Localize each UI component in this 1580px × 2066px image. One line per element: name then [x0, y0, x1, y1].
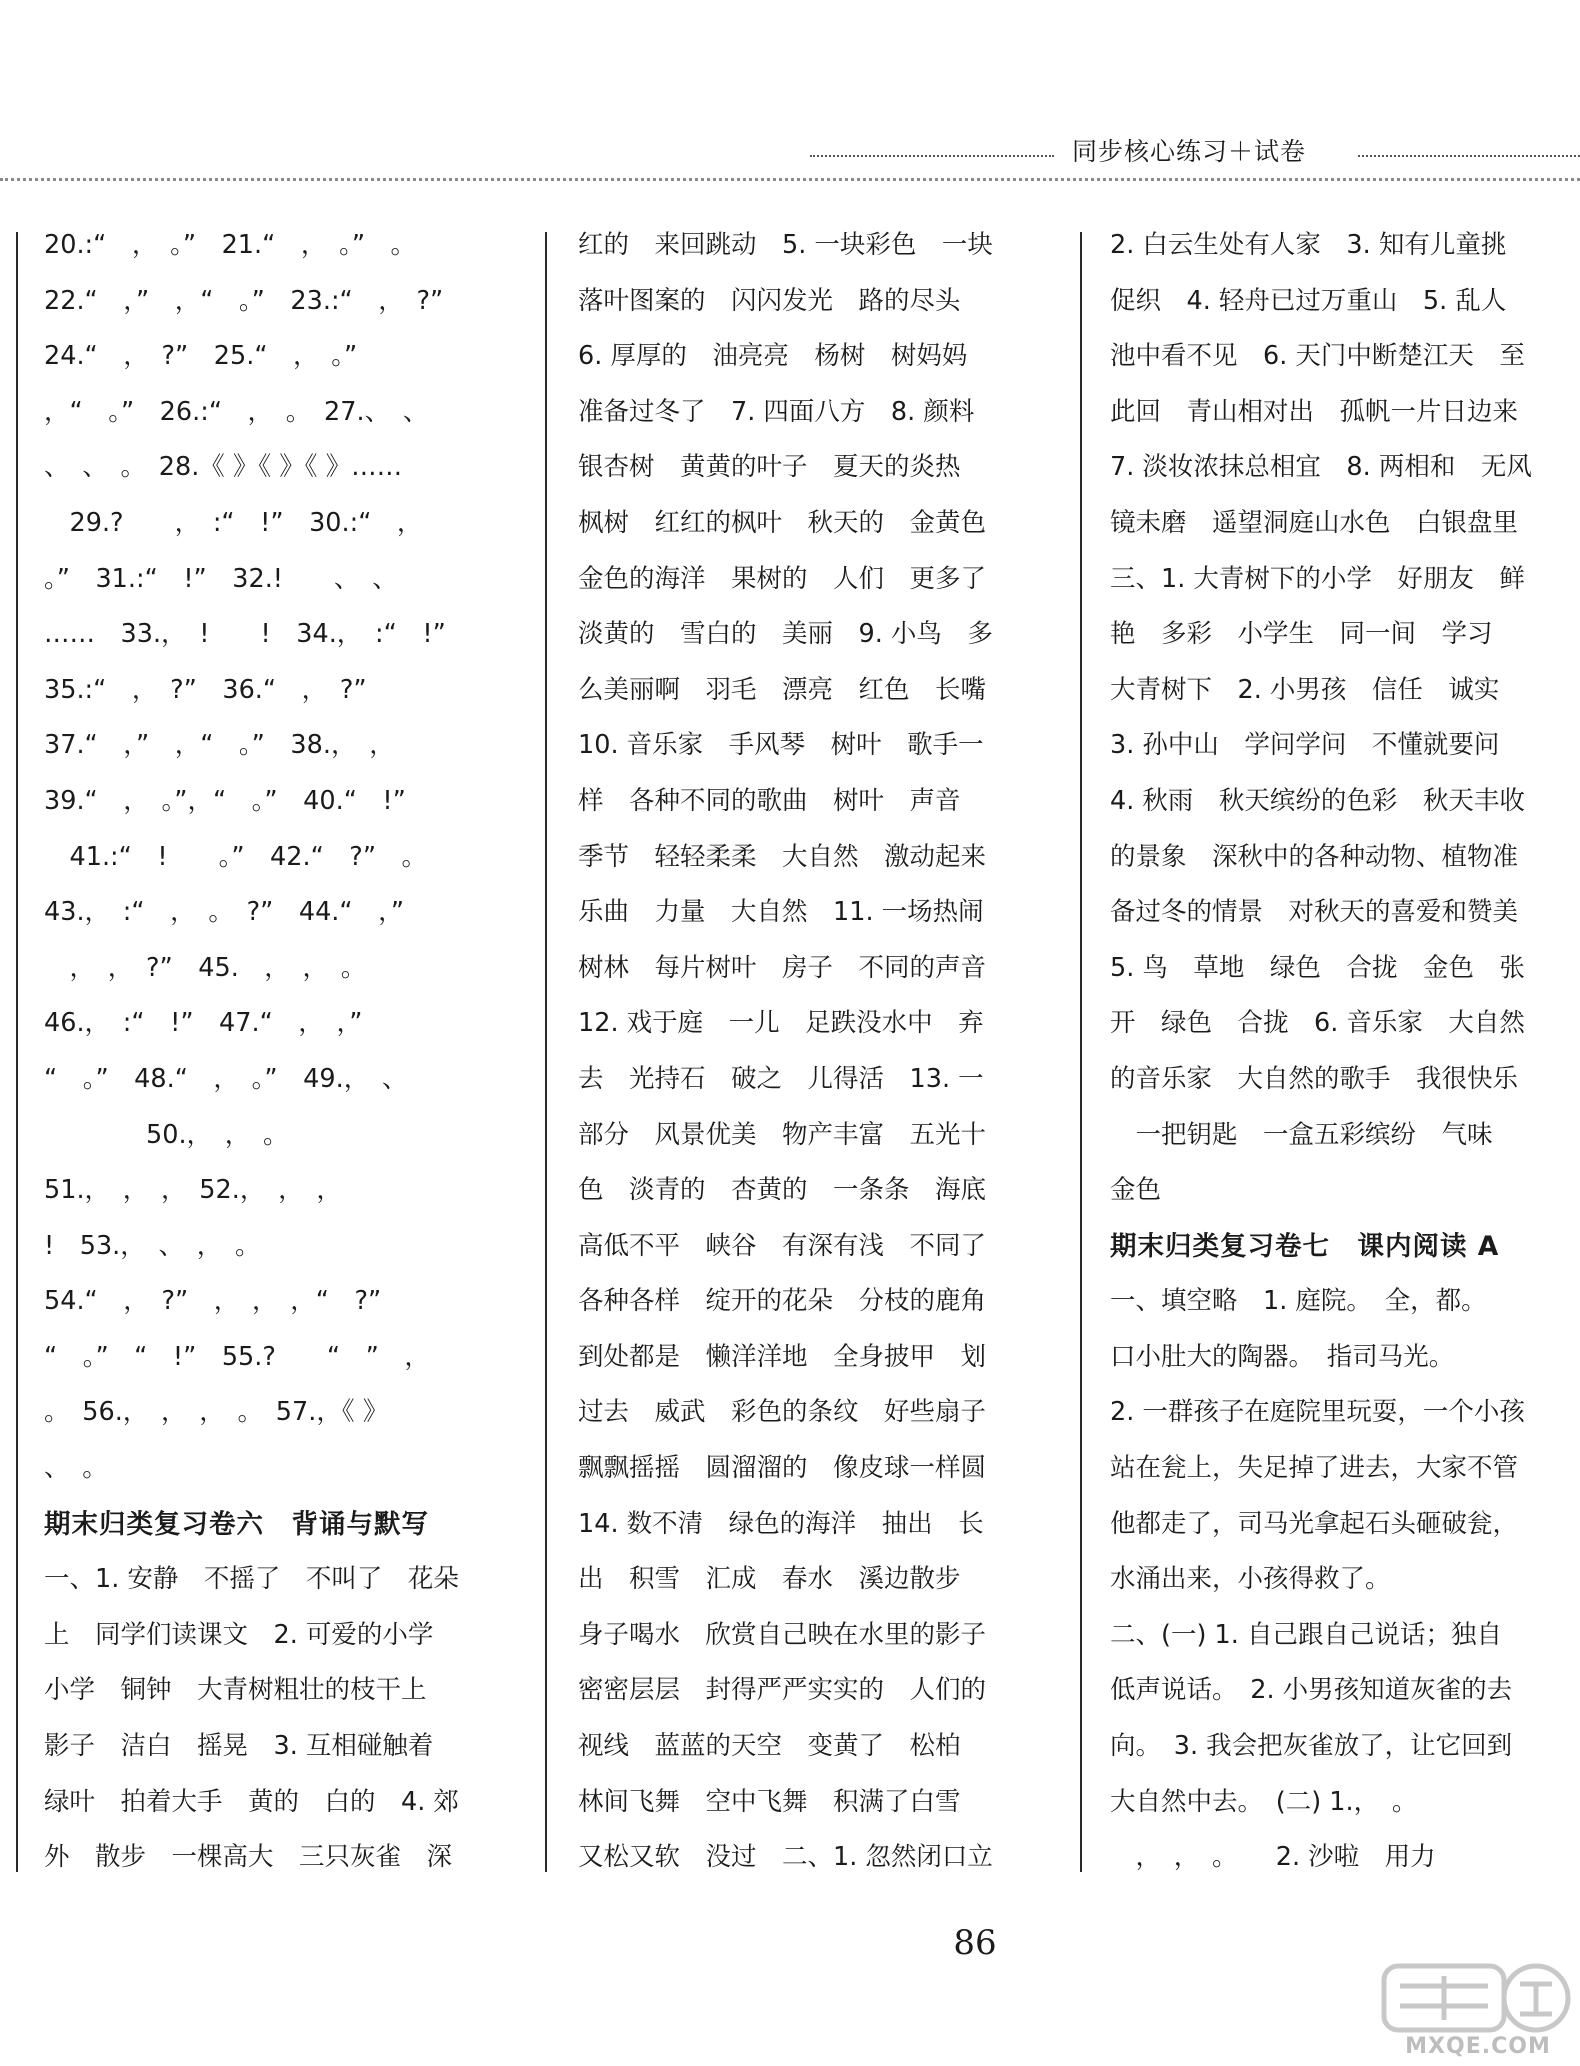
answer-line: 大青树下 2. 小男孩 信任 诚实	[1110, 674, 1500, 705]
answer-column-1	[44, 218, 514, 1892]
answer-line: 54.“ ， ?” ， ， ，“ ?”	[44, 1286, 382, 1317]
answer-line: 向。 3. 我会把灰雀放了，让它回到	[1110, 1731, 1513, 1762]
answer-line: 14. 数不清 绿色的海洋 抽出 长	[578, 1508, 984, 1539]
answer-line: 到处都是 懒洋洋地 全身披甲 划	[578, 1341, 987, 1372]
watermark-text: MXQE.COM	[1405, 2034, 1551, 2059]
answer-line: 色 淡青的 杏黄的 一条条 海底	[578, 1175, 987, 1206]
answer-line: 37.“ ，” ，“ 。” 38.， ，	[44, 730, 395, 761]
answer-line: 么美丽啊 羽毛 漂亮 红色 长嘴	[578, 674, 987, 705]
answer-line: 一、填空略 1. 庭院。 全，都。	[1110, 1286, 1487, 1317]
answer-line: 41.:“ ! 。” 42.“ ?” 。	[44, 841, 428, 872]
answer-column-3	[1110, 218, 1580, 1892]
answer-line: 50.， ， 。	[44, 1119, 289, 1150]
section-heading: 期末归类复习卷七 课内阅读 A	[1110, 1230, 1500, 1262]
answer-line: 去 光持石 破之 儿得活 13. 一	[578, 1063, 984, 1094]
answer-line: 林间飞舞 空中飞舞 积满了白雪	[578, 1786, 961, 1817]
answer-line: 密密层层 封得严严实实的 人们的	[578, 1675, 987, 1706]
answer-line: 20.:“ ， 。” 21.“ ， 。” 。	[44, 230, 417, 260]
answer-line: 。” 31.:“ !” 32.! 、 、	[44, 563, 398, 594]
header-dotted-rule-right	[1358, 155, 1580, 157]
answer-line: 、 。	[44, 1453, 108, 1484]
answer-line: 淡黄的 雪白的 美丽 9. 小鸟 多	[578, 619, 993, 650]
answer-line: 12. 戏于庭 一儿 足跌没水中 弃	[578, 1008, 984, 1039]
answer-line: 艳 多彩 小学生 同一间 学习	[1110, 619, 1493, 650]
answer-line: …… 33.， ! ! 34.， :“ !”	[44, 619, 446, 650]
answer-line: 树林 每片树叶 房子 不同的声音	[578, 952, 987, 983]
column-rule-middle	[545, 232, 547, 1872]
answer-line: 季节 轻轻柔柔 大自然 激动起来	[578, 841, 987, 872]
answer-line: 池中看不见 6. 天门中断楚江天 至	[1110, 341, 1525, 372]
answer-line: 促织 4. 轻舟已过万重山 5. 乱人	[1110, 285, 1507, 316]
answer-line: 此回 青山相对出 孤帆一片日边来	[1110, 396, 1519, 427]
answer-line: 他都走了，司马光拿起石头砸破瓮，	[1110, 1508, 1519, 1539]
answer-line: “ 。” 48.“ ， 。” 49.， 、	[44, 1063, 408, 1094]
column-rule-left	[16, 232, 18, 1872]
column-rule-right	[1080, 232, 1082, 1872]
answer-line: 高低不平 峡谷 有深有浅 不同了	[578, 1230, 987, 1261]
answer-line: 39.“ ， 。”，“ 。” 40.“ !”	[44, 785, 406, 816]
answer-line: 24.“ ， ?” 25.“ ， 。”	[44, 341, 358, 372]
answer-line: ， ， ?” 45. ， ， 。	[44, 952, 367, 983]
watermark-logo-icon	[1380, 1958, 1576, 2038]
answer-line: 3. 孙中山 学问学问 不懂就要问	[1110, 730, 1500, 761]
answer-line: 过去 威武 彩色的条纹 好些扇子	[578, 1397, 987, 1428]
answer-line: 小学 铜钟 大青树粗壮的枝干上	[44, 1675, 427, 1706]
answer-line: “ 。” “ !” 55.? “ ” ，	[44, 1341, 430, 1372]
answer-line: 43.， :“ ， 。 ?” 44.“ ，”	[44, 897, 405, 928]
answer-line: 。 56.， ， ， 。 57.，《 》	[44, 1397, 389, 1428]
answer-line: 35.:“ ， ?” 36.“ ， ?”	[44, 674, 367, 705]
answer-line: 又松又软 没过 二、1. 忽然闭口立	[578, 1842, 993, 1873]
answer-line: 开 绿色 合拢 6. 音乐家 大自然	[1110, 1008, 1525, 1039]
answer-line: 样 各种不同的歌曲 树叶 声音	[578, 785, 961, 816]
answer-line: 46.， :“ !” 47.“ ， ，”	[44, 1008, 363, 1039]
answer-line: 5. 鸟 草地 绿色 合拢 金色 张	[1110, 952, 1525, 983]
header-title: 同步核心练习＋试卷	[1072, 137, 1307, 166]
answer-line: ， ， 。 2. 沙啦 用力	[1110, 1842, 1436, 1873]
answer-line: 29.? ， :“ !” 30.:“ ，	[44, 507, 423, 538]
answer-line: 备过冬的情景 对秋天的喜爱和赞美	[1110, 897, 1519, 928]
answer-line: 各种各样 绽开的花朵 分枝的鹿角	[578, 1286, 987, 1317]
answer-line: 身子喝水 欣赏自己映在水里的影子	[578, 1619, 987, 1650]
answer-line: 7. 淡妆浓抹总相宜 8. 两相和 无风	[1110, 452, 1532, 483]
answer-line: 落叶图案的 闪闪发光 路的尽头	[578, 285, 961, 316]
answer-line: 10. 音乐家 手风琴 树叶 歌手一	[578, 730, 984, 761]
answer-line: 乐曲 力量 大自然 11. 一场热闹	[578, 897, 984, 928]
answer-line: 、 、 。 28.《 》《 》《 》……	[44, 452, 403, 483]
answer-line: 2. 一群孩子在庭院里玩耍，一个小孩	[1110, 1397, 1525, 1428]
answer-line: 22.“ ，” ，“ 。” 23.:“ ， ?”	[44, 285, 444, 316]
answer-line: ，“ 。” 26.:“ ， 。 27.、 、	[44, 396, 429, 427]
answer-line: 2. 白云生处有人家 3. 知有儿童挑	[1110, 230, 1507, 260]
answer-line: 口小肚大的陶器。 指司马光。	[1110, 1341, 1455, 1372]
answer-line: 二、(一) 1. 自己跟自己说话；独自	[1110, 1619, 1502, 1650]
answer-line: ! 53.， 、 ， 。	[44, 1230, 261, 1261]
answer-line: 一、1. 安静 不摇了 不叫了 花朵	[44, 1564, 459, 1595]
top-dotted-divider	[0, 178, 1580, 181]
answer-line: 大自然中去。 (二) 1.， 。	[1110, 1786, 1418, 1817]
answer-line: 银杏树 黄黄的叶子 夏天的炎热	[578, 452, 961, 483]
answer-line: 影子 洁白 摇晃 3. 互相碰触着	[44, 1731, 434, 1762]
answer-line: 部分 风景优美 物产丰富 五光十	[578, 1119, 987, 1150]
header-dotted-rule-left	[810, 155, 1054, 157]
answer-line: 的音乐家 大自然的歌手 我很快乐	[1110, 1063, 1519, 1094]
page-number: 86	[953, 1923, 997, 1963]
page-header	[810, 132, 1580, 172]
answer-line: 金色	[1110, 1175, 1162, 1206]
section-heading: 期末归类复习卷六 背诵与默写	[44, 1508, 429, 1540]
answer-line: 4. 秋雨 秋天缤纷的色彩 秋天丰收	[1110, 785, 1525, 816]
answer-line: 站在瓮上，失足掉了进去，大家不管	[1110, 1453, 1519, 1484]
answer-line: 红的 来回跳动 5. 一块彩色 一块	[578, 230, 993, 260]
answer-line: 镜未磨 遥望洞庭山水色 白银盘里	[1110, 507, 1519, 538]
answer-line: 飘飘摇摇 圆溜溜的 像皮球一样圆	[578, 1453, 987, 1484]
watermark	[1380, 1958, 1576, 2062]
answer-line: 出 积雪 汇成 春水 溪边散步	[578, 1564, 961, 1595]
answer-line: 枫树 红红的枫叶 秋天的 金黄色	[578, 507, 987, 538]
answer-line: 低声说话。 2. 小男孩知道灰雀的去	[1110, 1675, 1513, 1706]
answer-column-2	[578, 218, 1048, 1892]
answer-line: 准备过冬了 7. 四面八方 8. 颜料	[578, 396, 975, 427]
answer-line: 51.， ， ， 52.， ， ，	[44, 1175, 342, 1206]
answer-line: 三、1. 大青树下的小学 好朋友 鲜	[1110, 563, 1525, 594]
answer-line: 水涌出来，小孩得救了。	[1110, 1564, 1391, 1595]
answer-line: 视线 蓝蓝的天空 变黄了 松柏	[578, 1731, 961, 1762]
answer-line: 的景象 深秋中的各种动物、植物准	[1110, 841, 1519, 872]
answer-line: 金色的海洋 果树的 人们 更多了	[578, 563, 987, 594]
answer-line: 上 同学们读课文 2. 可爱的小学	[44, 1619, 434, 1650]
answer-line: 外 散步 一棵高大 三只灰雀 深	[44, 1842, 453, 1873]
answer-line: 6. 厚厚的 油亮亮 杨树 树妈妈	[578, 341, 968, 372]
answer-line: 一把钥匙 一盒五彩缤纷 气味	[1110, 1119, 1493, 1150]
answer-line: 绿叶 拍着大手 黄的 白的 4. 郊	[44, 1786, 459, 1817]
